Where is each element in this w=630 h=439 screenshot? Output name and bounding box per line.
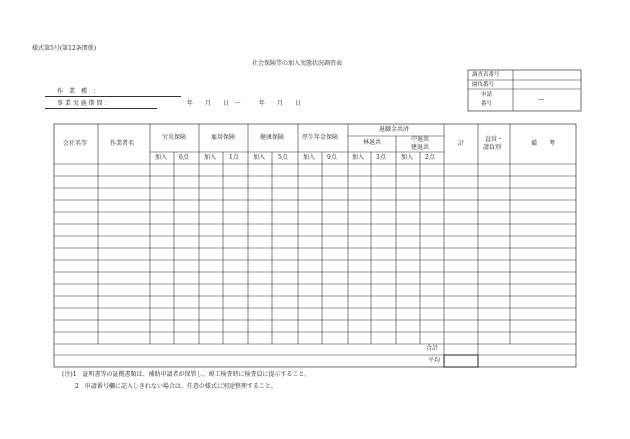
chutai-points: 2点 (425, 154, 435, 161)
col-direct-2: 請負別 (483, 144, 502, 151)
kenko-join: 加入 (253, 154, 266, 161)
survey-number-label: 調査表番号 (472, 72, 500, 78)
rosai-points: 6点 (179, 154, 189, 161)
work-name-label: 作 業 種 ： (57, 88, 100, 95)
application-label-1: 申請 (481, 92, 493, 98)
col-chutai: 中退共 (411, 136, 430, 143)
col-koyo: 雇用保険 (211, 134, 236, 141)
koyo-join: 加入 (204, 154, 217, 161)
avg-label: 平均 (428, 357, 441, 364)
rintai-join: 加入 (352, 154, 365, 161)
kosei-join: 加入 (303, 154, 316, 161)
col-total: 計 (458, 140, 465, 147)
avg-total-cell[interactable] (444, 355, 478, 367)
sum-total-cell[interactable] (444, 344, 478, 355)
chutai-join: 加入 (401, 154, 414, 161)
col-kenko: 健康保険 (260, 134, 285, 141)
project-period-label: 事 業 実 施 期 間 ： (45, 101, 157, 109)
col-worker: 作業者名 (110, 140, 135, 147)
col-taishoku: 退職金共済 (379, 126, 410, 133)
col-direct-1: 直営・ (485, 136, 504, 143)
application-label-2: 番号 (481, 101, 493, 107)
col-kentai: 建退共 (411, 144, 430, 151)
sum-label: 合計 (426, 345, 439, 352)
team-number-label: 園伐番号 (472, 82, 495, 88)
kenko-points: 5点 (278, 154, 288, 161)
col-rintai: 林退共 (363, 139, 382, 146)
note-2: 2 申請番号欄に記入しきれない場合は、任意の様式に別途整理すること。 (75, 383, 277, 390)
koyo-points: 1点 (229, 154, 239, 161)
kosei-points: 9点 (327, 154, 337, 161)
rosai-join: 加入 (155, 154, 168, 161)
col-company: 会社名等 (63, 140, 88, 147)
col-rosai: 労災保険 (162, 134, 187, 141)
note-1: (注)1 証明書等の証拠書類は、補助申請者が保管し、竣工検査時に検査員に提示すること。 (62, 371, 311, 378)
form-number: 様式第5号(第12条関係) (32, 45, 97, 52)
application-dash: ― (538, 96, 544, 103)
project-period-value: 年 月 日 ～ 年 月 日 (186, 100, 301, 107)
col-notes: 備 考 (531, 140, 556, 147)
col-kosei: 厚生年金保険 (302, 134, 339, 141)
form-title: 社会保険等の加入実態状況調査表 (252, 60, 343, 67)
rintai-points: 3点 (376, 154, 386, 161)
